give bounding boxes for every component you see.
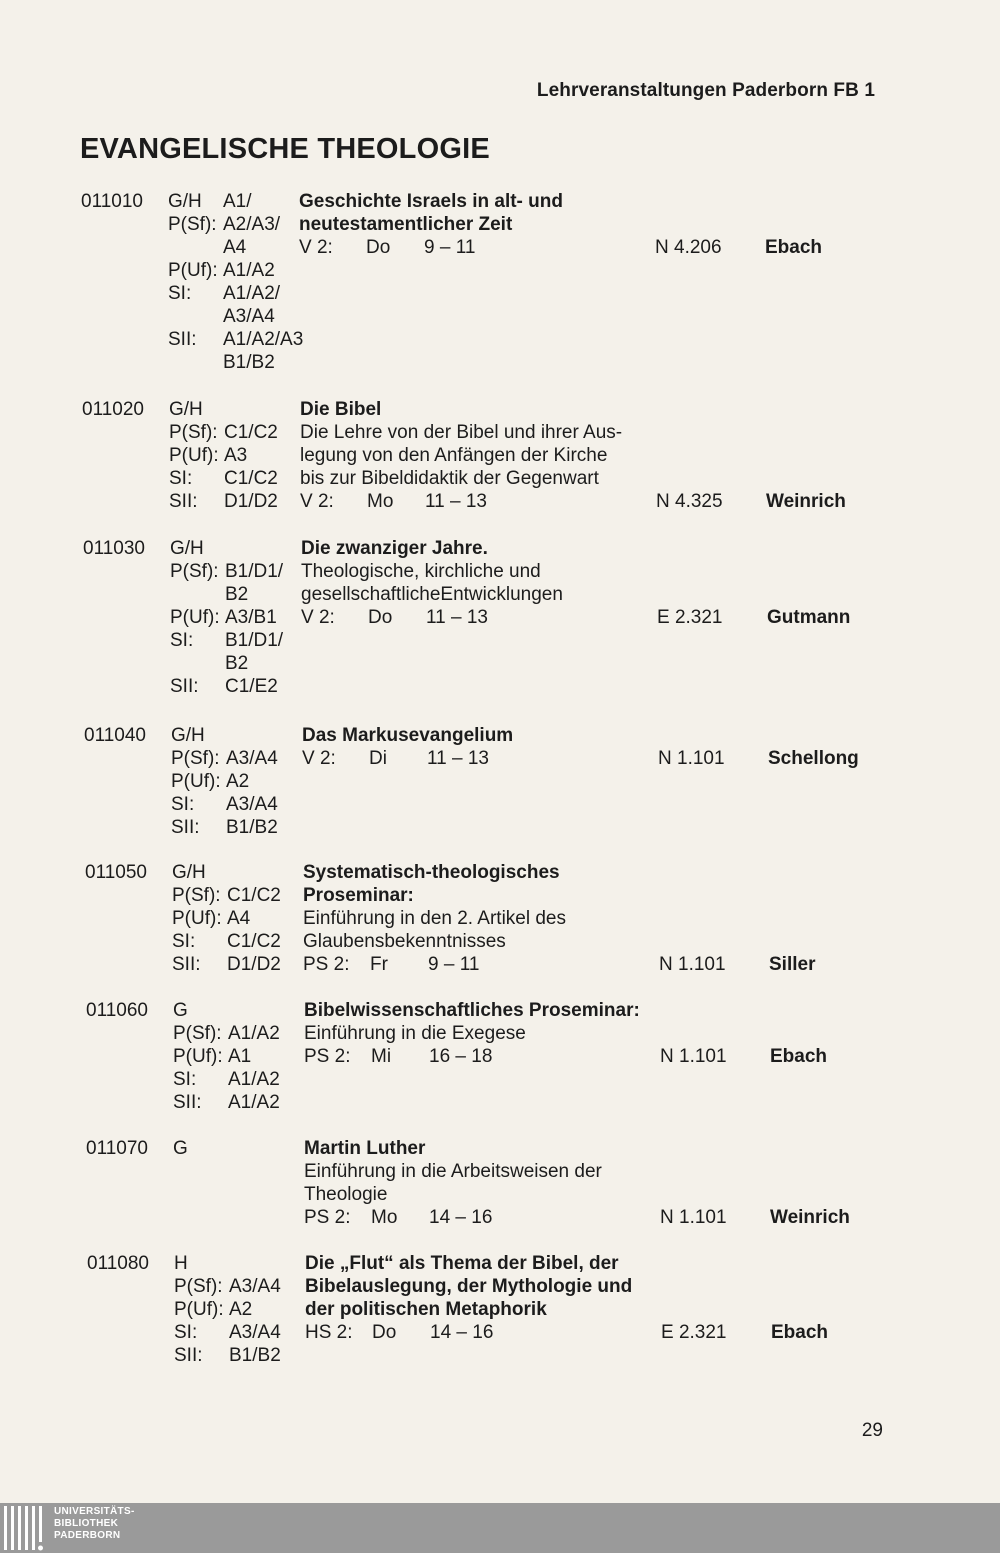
course-description-line: Glaubensbekenntnisses [303, 931, 506, 952]
module-label: SI: [169, 468, 193, 489]
course-number: 011030 [83, 538, 145, 559]
course-day: Mo [367, 491, 394, 512]
course-title-line: neutestamentlicher Zeit [299, 214, 513, 235]
module-label: SI: [174, 1322, 198, 1343]
course-type: HS 2: [305, 1322, 353, 1343]
module-value: C1/C2 [227, 885, 281, 906]
module-line [173, 1091, 308, 1114]
module-value: B1/D1/ [225, 561, 284, 582]
course-day: Do [372, 1322, 397, 1343]
module-label: P(Uf): [174, 1299, 224, 1320]
module-line [168, 282, 303, 305]
module-line [174, 1321, 309, 1344]
course-title-line: Bibelwissenschaftliches Proseminar: [304, 1000, 640, 1021]
module-line [170, 583, 305, 606]
module-label: G [173, 1138, 188, 1159]
course-day: Mi [371, 1046, 392, 1067]
module-value: C1/E2 [225, 676, 278, 697]
module-label: P(Sf): [170, 561, 219, 582]
course-day: Do [368, 607, 393, 628]
course-time: 11 – 13 [427, 748, 489, 769]
module-value: A4 [227, 908, 251, 929]
course-description-line: Die Lehre von der Bibel und ihrer Aus- [300, 422, 623, 443]
course-number: 011040 [84, 725, 146, 746]
module-label: SII: [173, 1092, 202, 1113]
module-line [174, 1252, 309, 1275]
course-lecturer: Gutmann [767, 607, 851, 628]
module-line [174, 1298, 309, 1321]
module-value: A1/ [223, 191, 252, 212]
module-value: D1/D2 [227, 954, 281, 975]
module-label: P(Sf): [174, 1276, 223, 1297]
course-lecturer: Ebach [770, 1046, 828, 1067]
module-line [171, 816, 306, 839]
module-line [170, 537, 305, 560]
module-value: B1/B2 [226, 817, 278, 838]
module-label: SII: [170, 676, 199, 697]
module-label: P(Uf): [173, 1046, 223, 1067]
course-type: V 2: [299, 237, 333, 258]
module-line [168, 190, 303, 213]
course-number: 011080 [87, 1253, 149, 1274]
module-line [169, 444, 304, 467]
course-modules [171, 724, 306, 839]
module-line [168, 236, 303, 259]
course-modules [172, 861, 307, 976]
course-description-line: Einführung in die Exegese [304, 1023, 526, 1044]
course-content [300, 398, 660, 513]
course-description-line: Einführung in den 2. Artikel des [303, 908, 567, 929]
module-value: A3/A4 [226, 748, 278, 769]
course-time: 14 – 16 [430, 1322, 494, 1343]
course-content [303, 861, 663, 976]
course-description-line: Theologie [304, 1184, 388, 1205]
module-line [171, 747, 306, 770]
module-label: SI: [172, 931, 196, 952]
module-value: A3/A4 [229, 1322, 281, 1343]
course-time: 9 – 11 [424, 237, 476, 258]
course-title-line: Bibelauslegung, der Mythologie und [305, 1276, 633, 1297]
course-lecturer: Ebach [771, 1322, 829, 1343]
module-line [169, 421, 304, 444]
module-label: SI: [171, 794, 195, 815]
module-label: P(Uf): [172, 908, 222, 929]
module-value: A2/A3/ [223, 214, 281, 235]
course-modules [169, 398, 304, 513]
course-content [301, 537, 661, 629]
module-line [171, 724, 306, 747]
module-label: H [174, 1253, 188, 1274]
module-line [173, 1022, 308, 1045]
module-value: B2 [225, 584, 249, 605]
module-label: G/H [168, 191, 202, 212]
module-value: B2 [225, 653, 249, 674]
course-description-line: gesellschaftlicheEntwicklungen [301, 584, 563, 605]
course-time: 11 – 13 [426, 607, 488, 628]
module-line [168, 351, 303, 374]
module-line [170, 629, 305, 652]
module-value: A3 [224, 445, 248, 466]
running-head: Lehrveranstaltungen Paderborn FB 1 [536, 80, 875, 101]
module-line [171, 770, 306, 793]
module-line [174, 1344, 309, 1367]
course-description-line: Einführung in die Arbeitsweisen der [304, 1161, 602, 1182]
course-type: V 2: [300, 491, 334, 512]
course-content [304, 999, 664, 1068]
module-line [172, 884, 307, 907]
module-value: A1/A2 [228, 1023, 280, 1044]
module-label: SI: [173, 1069, 197, 1090]
course-room: N 1.101 [659, 954, 726, 975]
course-content [304, 1137, 664, 1229]
course-modules [168, 190, 303, 374]
module-line [171, 793, 306, 816]
module-line [174, 1275, 309, 1298]
course-description-line: legung von den Anfängen der Kirche [300, 445, 608, 466]
module-label: SII: [174, 1345, 203, 1366]
course-type: PS 2: [303, 954, 350, 975]
module-label: SII: [169, 491, 198, 512]
course-title-line: Das Markusevangelium [302, 725, 514, 746]
module-label: G/H [172, 862, 206, 883]
course-room: N 1.101 [660, 1046, 727, 1067]
course-lecturer: Weinrich [770, 1207, 850, 1228]
module-label: SI: [170, 630, 194, 651]
library-footer [0, 1503, 1000, 1553]
module-label: G/H [169, 399, 203, 420]
course-room: E 2.321 [657, 607, 723, 628]
module-label: SII: [168, 329, 197, 350]
course-title-line: Die zwanziger Jahre. [301, 538, 488, 559]
course-type: PS 2: [304, 1046, 351, 1067]
module-label: P(Uf): [171, 771, 221, 792]
course-day: Do [366, 237, 391, 258]
course-time: 9 – 11 [428, 954, 480, 975]
course-modules [173, 1137, 308, 1160]
module-value: A1/A2/A3 [223, 329, 304, 350]
course-modules [173, 999, 308, 1114]
module-label: P(Sf): [173, 1023, 222, 1044]
course-description-line: bis zur Bibeldidaktik der Gegenwart [300, 468, 599, 489]
logo-line: UNIVERSITÄTS- [54, 1506, 135, 1517]
module-value: B1/B2 [223, 352, 275, 373]
course-type: PS 2: [304, 1207, 351, 1228]
module-value: A3/A4 [223, 306, 275, 327]
module-line [173, 999, 308, 1022]
course-number: 011060 [86, 1000, 148, 1021]
module-line [172, 907, 307, 930]
course-number: 011070 [86, 1138, 148, 1159]
course-lecturer: Schellong [768, 748, 859, 769]
course-day: Di [369, 748, 387, 769]
course-lecturer: Weinrich [766, 491, 846, 512]
course-description-line: Theologische, kirchliche und [301, 561, 541, 582]
module-line [168, 328, 303, 351]
module-value: B1/D1/ [225, 630, 284, 651]
course-schedule [304, 1206, 664, 1229]
module-line [170, 652, 305, 675]
module-value: A3/A4 [229, 1276, 281, 1297]
module-label: SI: [168, 283, 192, 304]
module-value: A1/A2 [228, 1069, 280, 1090]
course-day: Fr [370, 954, 388, 975]
module-value: C1/C2 [224, 422, 278, 443]
module-value: B1/B2 [229, 1345, 281, 1366]
module-label: G/H [171, 725, 205, 746]
module-line [169, 398, 304, 421]
course-number: 011050 [85, 862, 147, 883]
module-line [168, 259, 303, 282]
course-room: N 1.101 [660, 1207, 727, 1228]
course-title-line: Martin Luther [304, 1138, 426, 1159]
module-value: C1/C2 [227, 931, 281, 952]
module-label: P(Sf): [172, 885, 221, 906]
module-label: G [173, 1000, 188, 1021]
course-content [299, 190, 659, 259]
module-value: A1/A2 [223, 260, 275, 281]
module-value: A1/A2 [228, 1092, 280, 1113]
course-lecturer: Siller [769, 954, 816, 975]
course-title-line: Die „Flut“ als Thema der Bibel, der [305, 1253, 619, 1274]
module-label: P(Uf): [170, 607, 220, 628]
course-modules [174, 1252, 309, 1367]
module-line [172, 953, 307, 976]
module-value: A1 [228, 1046, 252, 1067]
course-time: 11 – 13 [425, 491, 487, 512]
module-label: P(Uf): [169, 445, 219, 466]
course-content [302, 724, 662, 770]
course-title-line: Systematisch-theologisches [303, 862, 560, 883]
course-title-line: der politischen Metaphorik [305, 1299, 547, 1320]
course-schedule [300, 490, 660, 513]
module-line [172, 930, 307, 953]
module-label: G/H [170, 538, 204, 559]
course-time: 16 – 18 [429, 1046, 493, 1067]
course-type: V 2: [301, 607, 335, 628]
logo-line: BIBLIOTHEK [54, 1518, 119, 1529]
logo-line: PADERBORN [54, 1530, 121, 1541]
module-value: A3/A4 [226, 794, 278, 815]
module-line [170, 606, 305, 629]
course-title-line: Geschichte Israels in alt- und [299, 191, 563, 212]
module-value: C1/C2 [224, 468, 278, 489]
module-line [169, 490, 304, 513]
module-label: P(Sf): [171, 748, 220, 769]
module-line [173, 1068, 308, 1091]
module-label: SII: [172, 954, 201, 975]
module-label: P(Sf): [169, 422, 218, 443]
module-line [170, 675, 305, 698]
course-room: N 4.325 [656, 491, 723, 512]
course-content [305, 1252, 665, 1344]
library-logo-icon [2, 1504, 46, 1552]
course-room: N 4.206 [655, 237, 722, 258]
library-logo-text [54, 1506, 135, 1542]
course-title-line: Die Bibel [300, 399, 382, 420]
module-line [169, 467, 304, 490]
module-value: A2 [229, 1299, 253, 1320]
module-line [172, 861, 307, 884]
module-value: A3/B1 [225, 607, 277, 628]
module-label: P(Uf): [168, 260, 218, 281]
course-title-line: Proseminar: [303, 885, 414, 906]
course-room: E 2.321 [661, 1322, 727, 1343]
course-schedule [299, 236, 659, 259]
course-schedule [304, 1045, 664, 1068]
course-schedule [301, 606, 661, 629]
course-schedule [302, 747, 662, 770]
course-type: V 2: [302, 748, 336, 769]
module-line [173, 1045, 308, 1068]
course-modules [170, 537, 305, 698]
course-day: Mo [371, 1207, 398, 1228]
module-line [168, 305, 303, 328]
page-title: EVANGELISCHE THEOLOGIE [80, 133, 490, 165]
module-value: A2 [226, 771, 250, 792]
course-lecturer: Ebach [765, 237, 823, 258]
page-number: 29 [861, 1420, 883, 1441]
module-line [168, 213, 303, 236]
course-schedule [303, 953, 663, 976]
module-label: P(Sf): [168, 214, 217, 235]
module-label: SII: [171, 817, 200, 838]
course-number: 011020 [82, 399, 144, 420]
course-room: N 1.101 [658, 748, 725, 769]
module-line [170, 560, 305, 583]
module-value: A1/A2/ [223, 283, 281, 304]
course-time: 14 – 16 [429, 1207, 493, 1228]
course-schedule [305, 1321, 665, 1344]
course-number: 011010 [81, 191, 143, 212]
module-value: D1/D2 [224, 491, 278, 512]
module-line [173, 1137, 308, 1160]
module-value: A4 [223, 237, 247, 258]
